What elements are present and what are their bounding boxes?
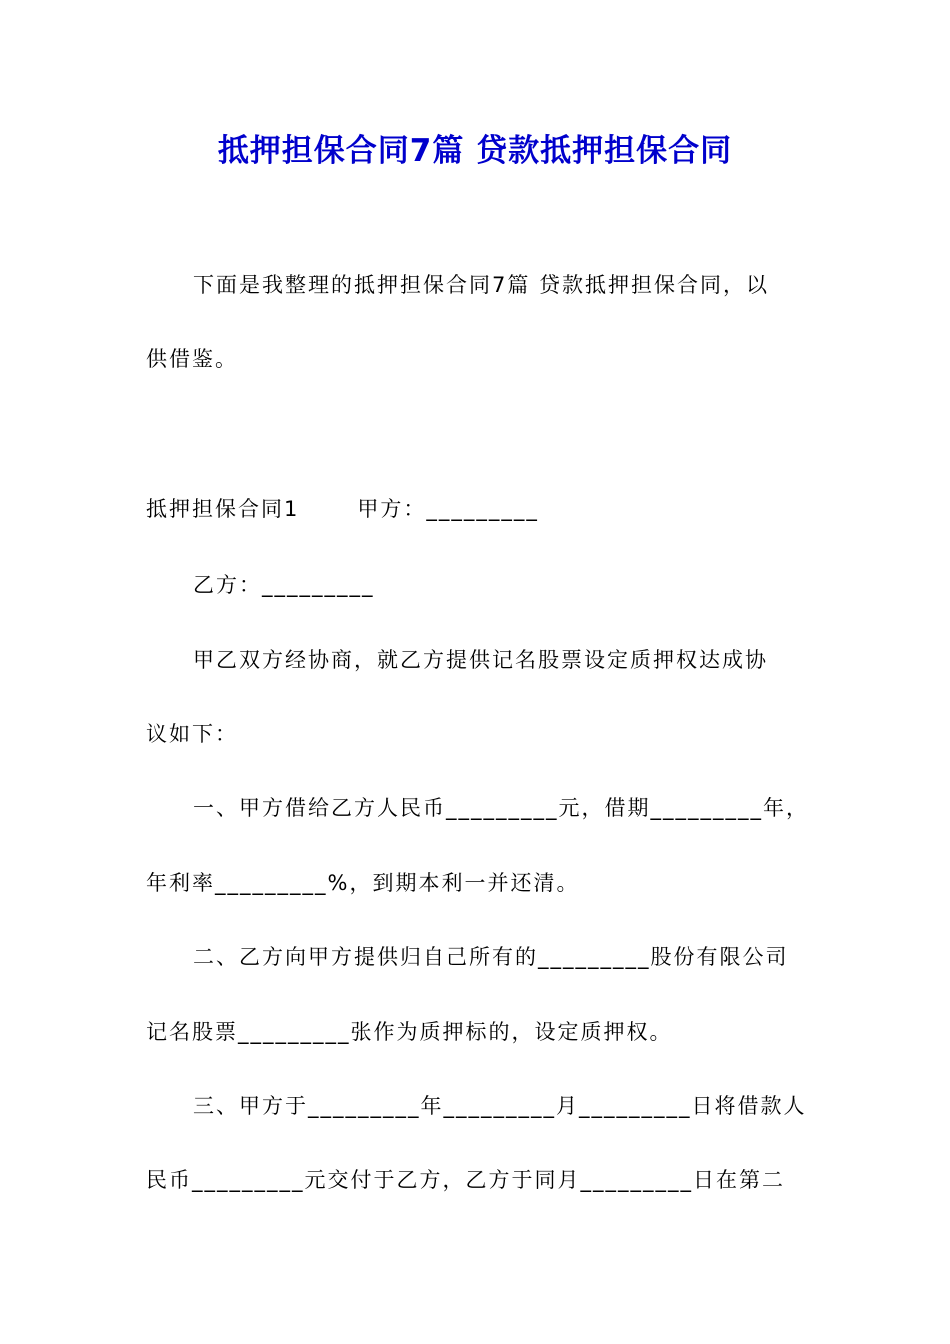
contract-heading-line	[146, 494, 539, 524]
agreement-line-2: 议如下：	[146, 722, 238, 746]
clause-2-line-1: 二、乙方向甲方提供归自己所有的_________股份有限公司	[193, 945, 789, 969]
clause-3-line-1: 三、甲方于_________年_________月_________日将借款人	[193, 1094, 807, 1118]
clause-1-line-1: 一、甲方借给乙方人民币_________元，借期_________年，	[193, 796, 809, 820]
clause-2-line-2: 记名股票_________张作为质押标的，设定质押权。	[146, 1020, 673, 1044]
contract-heading: 抵押担保合同1	[146, 497, 300, 521]
agreement-line-1: 甲乙双方经协商，就乙方提供记名股票设定质押权达成协	[193, 648, 768, 672]
clause-3-line-2: 民币_________元交付于乙方，乙方于同月_________日在第二	[146, 1168, 785, 1192]
party-b-field: 乙方：_________	[193, 573, 375, 597]
document-title: 抵押担保合同7篇 贷款抵押担保合同	[217, 133, 733, 169]
intro-line-2: 供借鉴。	[146, 347, 238, 371]
intro-line-1: 下面是我整理的抵押担保合同7篇 贷款抵押担保合同，以	[193, 273, 770, 297]
clause-1-line-2: 年利率_________%，到期本利一并还清。	[146, 871, 580, 895]
party-a-field: 甲方：_________	[357, 497, 539, 521]
